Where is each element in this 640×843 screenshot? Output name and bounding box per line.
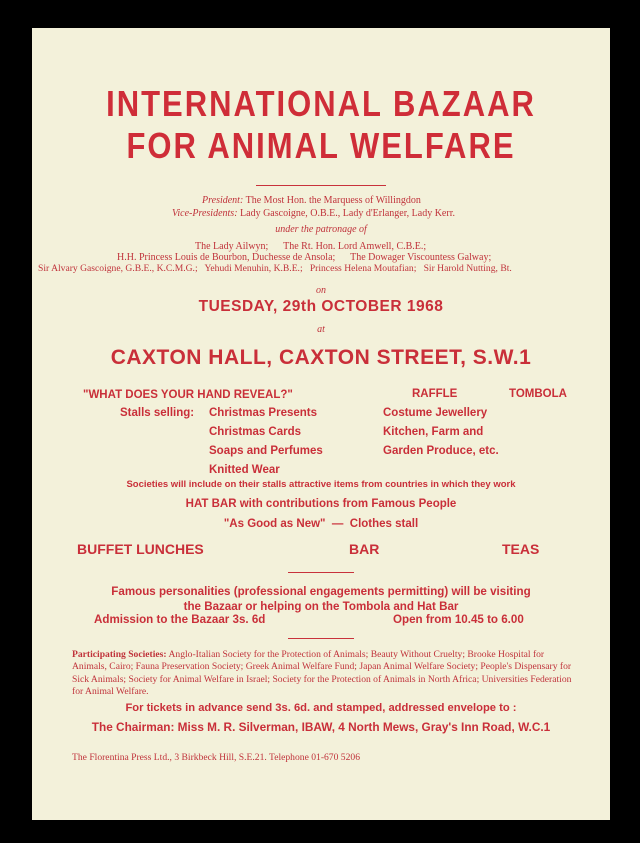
participating-societies — [72, 649, 577, 699]
participating-label: Participating Societies: — [72, 649, 167, 660]
divider-2 — [288, 638, 354, 639]
teas: TEAS — [502, 541, 540, 557]
title-line-2: FOR ANIMAL WELFARE — [126, 124, 516, 167]
list-item: Knitted Wear — [209, 464, 280, 476]
chairman-address: The Chairman: Miss M. R. Silverman, IBAW, 4 North Mews, Gray's Inn Road, W.C.1 — [91, 720, 551, 734]
societies-note: Societies will include on their stalls attractive items from countries in which they work — [126, 479, 516, 490]
event-date: TUESDAY, 29th OCTOBER 1968 — [198, 298, 444, 315]
patrons-line-2: H.H. Princess Louis de Bourbon, Duchesse de Ansola; The Dowager Viscountess Galway; — [117, 252, 492, 263]
venue: CAXTON HALL, CAXTON STREET, S.W.1 — [110, 346, 532, 369]
list-item: Kitchen, Farm and — [383, 426, 484, 438]
printer-credit: The Florentina Press Ltd., 3 Birkbeck Hill, S.E.21. Telephone 01-670 5206 — [72, 752, 360, 763]
vice-presidents-label: Vice-Presidents: — [172, 208, 238, 219]
admission: Admission to the Bazaar 3s. 6d — [94, 613, 266, 626]
patronage-label: under the patronage of — [275, 224, 367, 235]
poster-sheet — [32, 28, 610, 820]
hand-reading: "WHAT DOES YOUR HAND REVEAL?" — [83, 389, 293, 401]
buffet-lunches: BUFFET LUNCHES — [77, 541, 204, 557]
participating-text: Anglo-Italian Society for the Protection of Animals; Beauty Without Cruelty; Brooke Hospital for Animals, Cairo; Fauna Preservation Society; Greek Animal Welfare Fund; Japan Animal Welfare Society; People's Dispensary for Sick Animals; Society for Animal Welfare in Israel; Society for the Protection of Animals in North Africa; Universities Federation for Animal Welfare. — [72, 649, 572, 698]
list-item: Garden Produce, etc. — [383, 445, 499, 457]
stalls-left-list — [209, 404, 323, 480]
vice-presidents-line — [172, 208, 455, 219]
hat-bar: HAT BAR with contributions from Famous People — [185, 498, 457, 510]
stalls-right-list — [383, 404, 499, 461]
patrons-line-1: The Lady Ailwyn; The Rt. Hon. Lord Amwell, C.B.E.; — [195, 241, 427, 252]
famous-line-1: Famous personalities (professional engagements permitting) will be visiting — [111, 585, 531, 598]
president-line — [202, 195, 421, 206]
clothes-stall: "As Good as New" — Clothes stall — [223, 518, 419, 530]
list-item: Soaps and Perfumes — [209, 445, 323, 457]
at-label: at — [317, 324, 325, 335]
list-item: Costume Jewellery — [383, 407, 488, 419]
title-divider — [256, 185, 386, 186]
stalls-label: Stalls selling: — [120, 407, 195, 419]
patrons-line-3: Sir Alvary Gascoigne, G.B.E., K.C.M.G.; Yehudi Menuhin, K.B.E.; Princess Helena Moutafian; Sir Harold Nutting, Bt. — [38, 263, 512, 274]
president-label: President: — [202, 195, 244, 206]
famous-line-2: the Bazaar or helping on the Tombola and Hat Bar — [183, 600, 459, 613]
divider-1 — [288, 572, 354, 573]
title-line-1: INTERNATIONAL BAZAAR — [106, 82, 536, 125]
opening-hours: Open from 10.45 to 6.00 — [393, 613, 524, 626]
list-item: Christmas Presents — [209, 407, 318, 419]
bar: BAR — [349, 541, 380, 557]
tombola: TOMBOLA — [509, 388, 567, 400]
tickets-instructions: For tickets in advance send 3s. 6d. and stamped, addressed envelope to : — [125, 702, 517, 714]
raffle: RAFFLE — [412, 388, 458, 400]
list-item: Christmas Cards — [209, 426, 302, 438]
president-name: The Most Hon. the Marquess of Willingdon — [245, 195, 421, 206]
on-label: on — [316, 285, 326, 296]
vice-presidents-names: Lady Gascoigne, O.B.E., Lady d'Erlanger, Lady Kerr. — [240, 208, 455, 219]
